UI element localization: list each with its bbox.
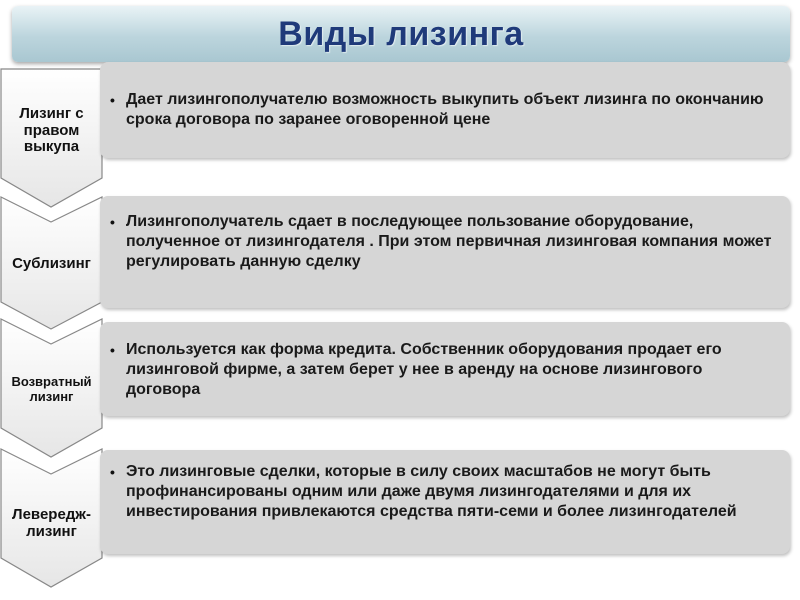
row-description-4: Это лизинговые сделки, которые в силу своих масштабов не могут быть профинансированы одним или даже двумя лизингодателями и для их инвестирования привлекаются средства пяти-семи и более лизингодателей: [126, 463, 737, 520]
page-title: Виды лизинга: [278, 14, 524, 53]
bullet-1: •: [110, 92, 115, 108]
chevron-row-3: [0, 318, 103, 458]
chevron-row-1: [0, 68, 103, 208]
chevron-row-4: [0, 448, 103, 588]
row-label-1: Лизинг с правом выкупа: [19, 104, 84, 156]
title-banner: [12, 6, 790, 62]
bullet-4: •: [110, 464, 115, 480]
row-label-3: Возвратный лизинг: [11, 374, 92, 404]
bullet-2: •: [110, 214, 115, 230]
description-box-3: [100, 322, 790, 416]
row-description-2: Лизингополучатель сдает в последующее пользование оборудование, полученное от лизингодателя . При этом первичная лизинговая компания может регулировать данную сделку: [126, 213, 772, 270]
row-label-2: Сублизинг: [12, 254, 91, 272]
row-description-3: Используется как форма кредита. Собственник оборудования продает его лизинговой фирме, а затем берет у нее в аренду на основе лизингового договора: [126, 341, 722, 398]
bullet-3: •: [110, 342, 115, 358]
description-box-1: [100, 62, 790, 158]
description-box-4: [100, 450, 790, 554]
chevron-row-2: [0, 196, 103, 330]
row-label-4: Левередж-лизинг: [12, 506, 91, 540]
row-description-1: Дает лизингополучателю возможность выкупить объект лизинга по окончанию срока договора по заранее оговоренной цене: [126, 91, 764, 128]
description-box-2: [100, 196, 790, 308]
